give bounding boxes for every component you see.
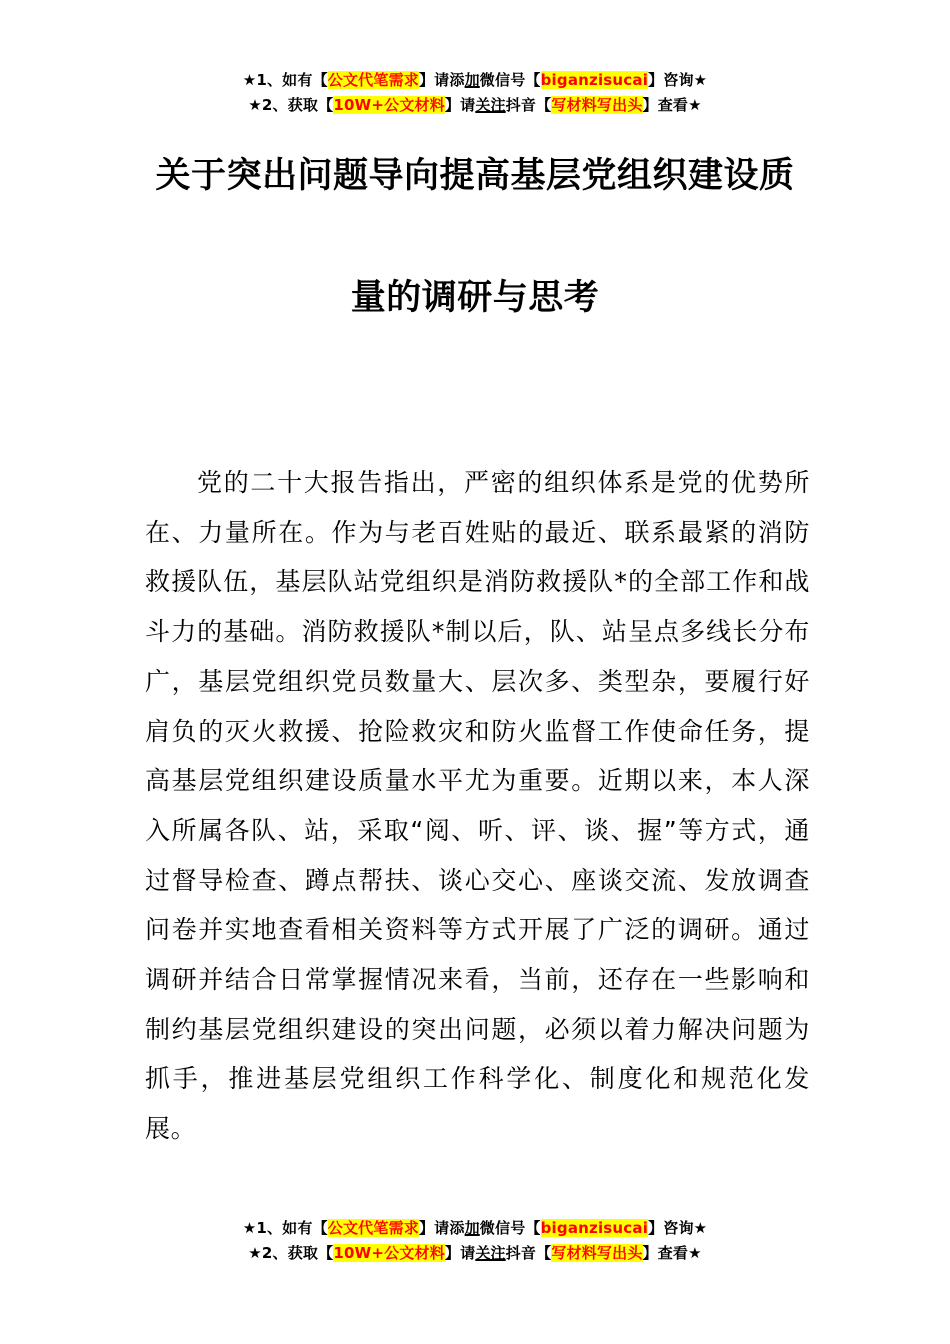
highlight-materials: 10W+公文材料 (333, 96, 445, 114)
highlight-service: 公文代笔需求 (327, 71, 419, 89)
document-title-line-2: 量的调研与思考 (350, 278, 600, 318)
banner-text: ★2、获取【 (248, 1244, 334, 1262)
highlight-douyin-account: 写材料写出头 (551, 1244, 643, 1262)
header-banner (0, 68, 950, 118)
banner-text: 】请 (444, 1244, 476, 1262)
banner-text: ★2、获取【 (248, 96, 334, 114)
banner-text: ★1、如有【 (242, 1219, 328, 1237)
banner-line-2 (0, 1241, 950, 1266)
banner-text: 抖音【 (505, 1244, 552, 1262)
banner-underlined-text: 加 (464, 71, 480, 89)
banner-text: 】请添 (418, 71, 465, 89)
banner-text: ★1、如有【 (242, 71, 328, 89)
banner-text: 】查看★ (642, 1244, 702, 1262)
banner-text: 】查看★ (642, 96, 702, 114)
banner-line-1 (0, 68, 950, 93)
highlight-douyin-account: 写材料写出头 (551, 96, 643, 114)
banner-underlined-text: 关注 (475, 1244, 506, 1262)
highlight-materials: 10W+公文材料 (333, 1244, 445, 1262)
highlight-wechat-id: biganzisucai (540, 71, 649, 89)
banner-text: 】咨询★ (648, 1219, 708, 1237)
body-paragraph: 党的二十大报告指出，严密的组织体系是党的优势所在、力量所在。作为与老百姓贴的最近、联系最紧的消防救援队伍，基层队站党组织是消防救援队*的全部工作和战斗力的基础。消防救援队*制以后，队、站呈点多线长分布广，基层党组织党员数量大、层次多、类型杂，要履行好肩负的灭火救援、抢险救灾和防火监督工作使命任务，提高基层党组织建设质量水平尤为重要。近期以来，本人深入所属各队、站，采取“阅、听、评、谈、握”等方式，通过督导检查、蹲点帮扶、谈心交心、座谈交流、发放调查问卷并实地查看相关资料等方式开展了广泛的调研。通过调研并结合日常掌握情况来看，当前，还存在一些影响和制约基层党组织建设的突出问题，必须以着力解决问题为抓手，推进基层党组织工作科学化、制度化和规范化发展。 (145, 468, 810, 1144)
banner-text: 】咨询★ (648, 71, 708, 89)
banner-text: 】请添 (418, 1219, 465, 1237)
banner-text: 微信号【 (479, 1219, 541, 1237)
banner-text: 微信号【 (479, 71, 541, 89)
banner-text: 】请 (444, 96, 476, 114)
banner-underlined-text: 加 (464, 1219, 480, 1237)
banner-line-1 (0, 1216, 950, 1241)
document-title-line-1: 关于突出问题导向提高基层党组织建设质 (155, 156, 795, 196)
footer-banner (0, 1216, 950, 1266)
banner-line-2 (0, 93, 950, 118)
banner-text: 抖音【 (505, 96, 552, 114)
highlight-wechat-id: biganzisucai (540, 1219, 649, 1237)
highlight-service: 公文代笔需求 (327, 1219, 419, 1237)
banner-underlined-text: 关注 (475, 96, 506, 114)
